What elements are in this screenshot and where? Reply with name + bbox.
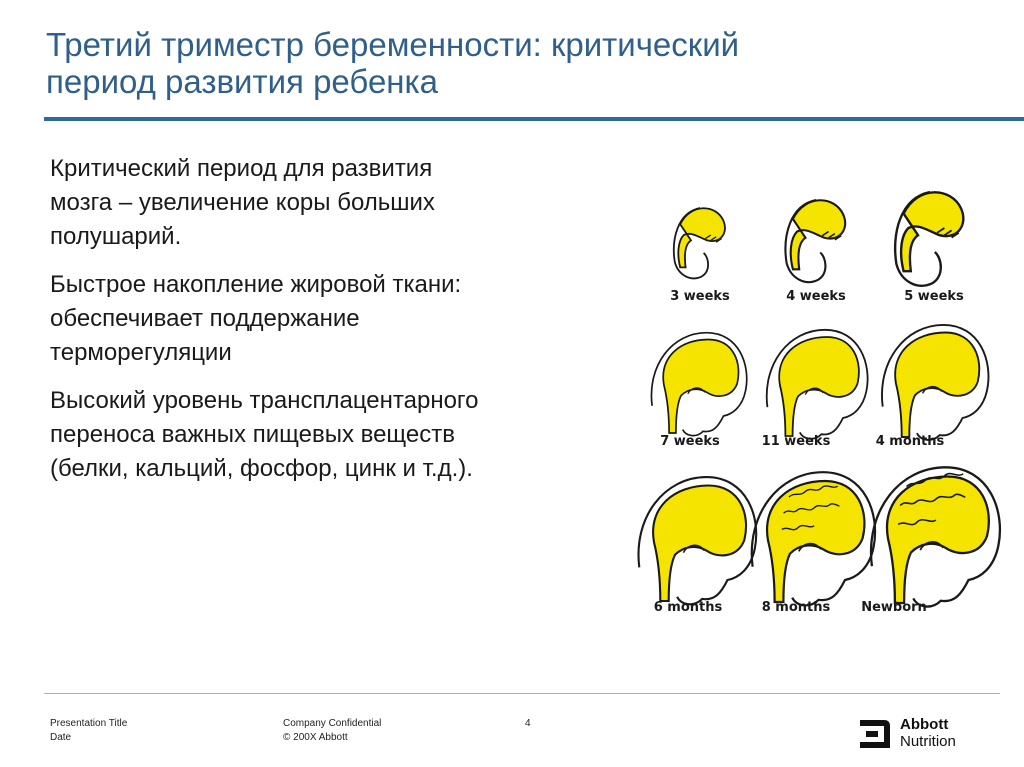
- abbott-nutrition-logo: [858, 716, 988, 756]
- brain-stage-5-weeks: [895, 192, 963, 286]
- slide-title: [46, 26, 986, 100]
- caption-7-weeks: 7 weeks: [660, 434, 720, 449]
- footer-presentation-title: Presentation Title: [50, 718, 128, 729]
- caption-4-months: 4 months: [875, 434, 945, 449]
- caption-8-months: 8 months: [761, 600, 831, 615]
- footer-left: [50, 717, 127, 745]
- slide-title-line-1: Третий триместр беременности: критический: [46, 26, 740, 63]
- caption-11-weeks: 11 weeks: [761, 434, 831, 449]
- logo-line-nutrition: Nutrition: [900, 733, 956, 750]
- title-divider: [44, 117, 1024, 121]
- caption-4-weeks: 4 weeks: [786, 289, 846, 304]
- footer-divider: [44, 693, 1000, 694]
- footer-date: Date: [50, 732, 72, 743]
- brain-stage-4-months: [882, 325, 988, 440]
- bullet-line: переноса важных пищевых веществ: [50, 421, 455, 448]
- brain-stage-8-months: [752, 472, 875, 605]
- bullet-line: Критический период для развития: [50, 155, 433, 182]
- abbott-logo-icon: [858, 716, 892, 752]
- brain-stage-4-weeks: [785, 200, 845, 282]
- logo-wordmark: [900, 716, 956, 750]
- bullet-line: мозга – увеличение коры больших: [50, 189, 435, 216]
- caption-5-weeks: 5 weeks: [904, 289, 964, 304]
- bullet-list: [50, 152, 630, 500]
- bullet-line: (белки, кальций, фосфор, цинк и т.д.).: [50, 455, 473, 482]
- footer-copyright: © 200X Abbott: [283, 732, 348, 743]
- logo-line-abbott: Abbott: [900, 716, 949, 733]
- brain-stage-newborn: [871, 467, 1000, 606]
- bullet-item: [50, 384, 630, 486]
- footer-center: [283, 717, 381, 745]
- slide-title-line-2: период развития ребенка: [46, 63, 439, 100]
- bullet-line: Быстрое накопление жировой ткани:: [50, 271, 462, 298]
- brain-stage-3-weeks: [674, 208, 725, 278]
- brain-development-figure: [630, 186, 1024, 622]
- bullet-line: обеспечивает поддержание: [50, 305, 360, 332]
- caption-newborn: Newborn: [861, 600, 927, 615]
- brain-stage-6-months: [638, 477, 756, 604]
- page-number: 4: [525, 718, 531, 729]
- bullet-item: [50, 268, 630, 370]
- brain-stage-11-weeks: [767, 330, 868, 439]
- brain-stage-7-weeks: [651, 333, 746, 436]
- caption-3-weeks: 3 weeks: [670, 289, 730, 304]
- bullet-line: терморегуляции: [50, 339, 232, 366]
- bullet-item: [50, 152, 630, 254]
- bullet-line: Высокий уровень трансплацентарного: [50, 387, 479, 414]
- bullet-line: полушарий.: [50, 223, 182, 250]
- caption-6-months: 6 months: [653, 600, 723, 615]
- footer-company-confidential: Company Confidential: [283, 718, 382, 729]
